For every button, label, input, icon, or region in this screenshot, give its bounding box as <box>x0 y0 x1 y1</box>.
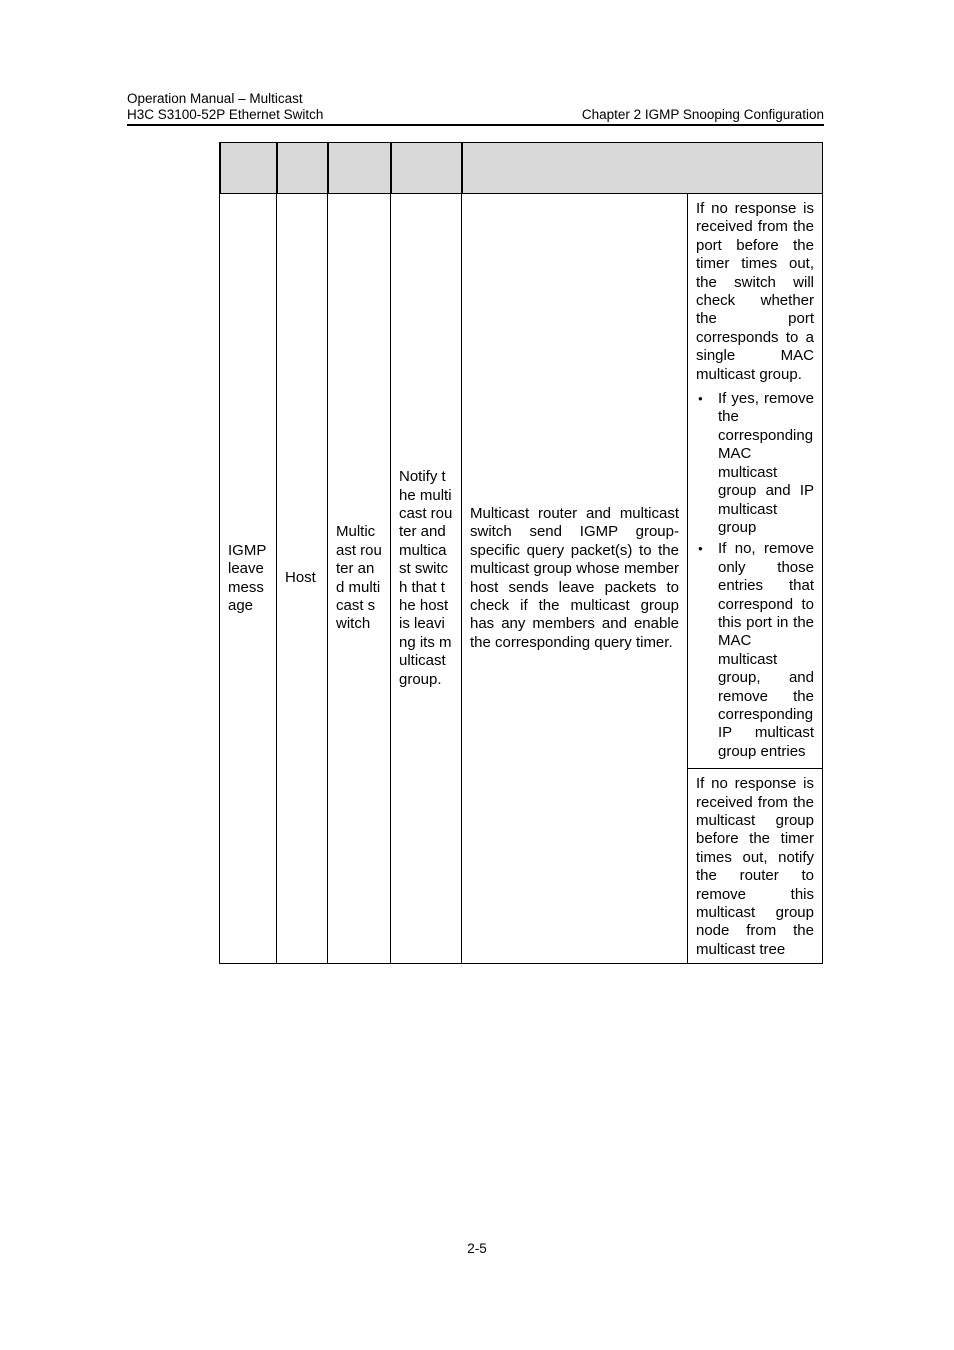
header-cell-3 <box>327 142 390 193</box>
igmp-message-table <box>219 142 823 964</box>
table-header-row <box>219 142 823 193</box>
cell-sender: Host <box>276 193 327 964</box>
note-port-timeout <box>688 194 822 768</box>
header-cell-4 <box>390 142 461 193</box>
list-item: ● If no, remove only those entries that correspond to this port in the MAC multicast group, and remove the corresponding IP multicast group entries <box>718 540 814 761</box>
header-manual-title: Operation Manual – Multicast <box>127 91 303 106</box>
page-number: 2-5 <box>467 1241 487 1256</box>
cell-message-type: IGMP leave message <box>219 193 276 964</box>
cell-notes <box>687 193 823 964</box>
cell-receiver: Multicast router and multicast switch <box>327 193 390 964</box>
header-product-name: H3C S3100-52P Ethernet Switch <box>127 107 324 122</box>
header-cell-2 <box>276 142 327 193</box>
list-item: ● If yes, remove the corresponding MAC multicast group and IP multicast group <box>718 390 814 537</box>
header-rule <box>127 124 824 126</box>
header-chapter-title: Chapter 2 IGMP Snooping Configuration <box>581 107 824 122</box>
header-cell-5 <box>461 142 823 193</box>
table-row <box>219 193 823 964</box>
cell-purpose: Notify the multicast router and multicast switch that the host is leaving its multicast group. <box>390 193 461 964</box>
note-port-timeout-list <box>696 390 814 761</box>
note-group-timeout: If no response is received from the multicast group before the timer times out, notify the router to remove this multicast group node from the multicast tree <box>688 768 822 963</box>
cell-switch-action: Multicast router and multicast switch send IGMP group-specific query packet(s) to the multicast group whose member host sends leave packets to check if the multicast group has any members and enable the corresponding query timer. <box>461 193 687 964</box>
note-port-timeout-text: If no response is received from the port before the timer times out, the switch will check whether the port corresponds to a single MAC multicast group. <box>696 200 814 383</box>
header-cell-1 <box>219 142 276 193</box>
